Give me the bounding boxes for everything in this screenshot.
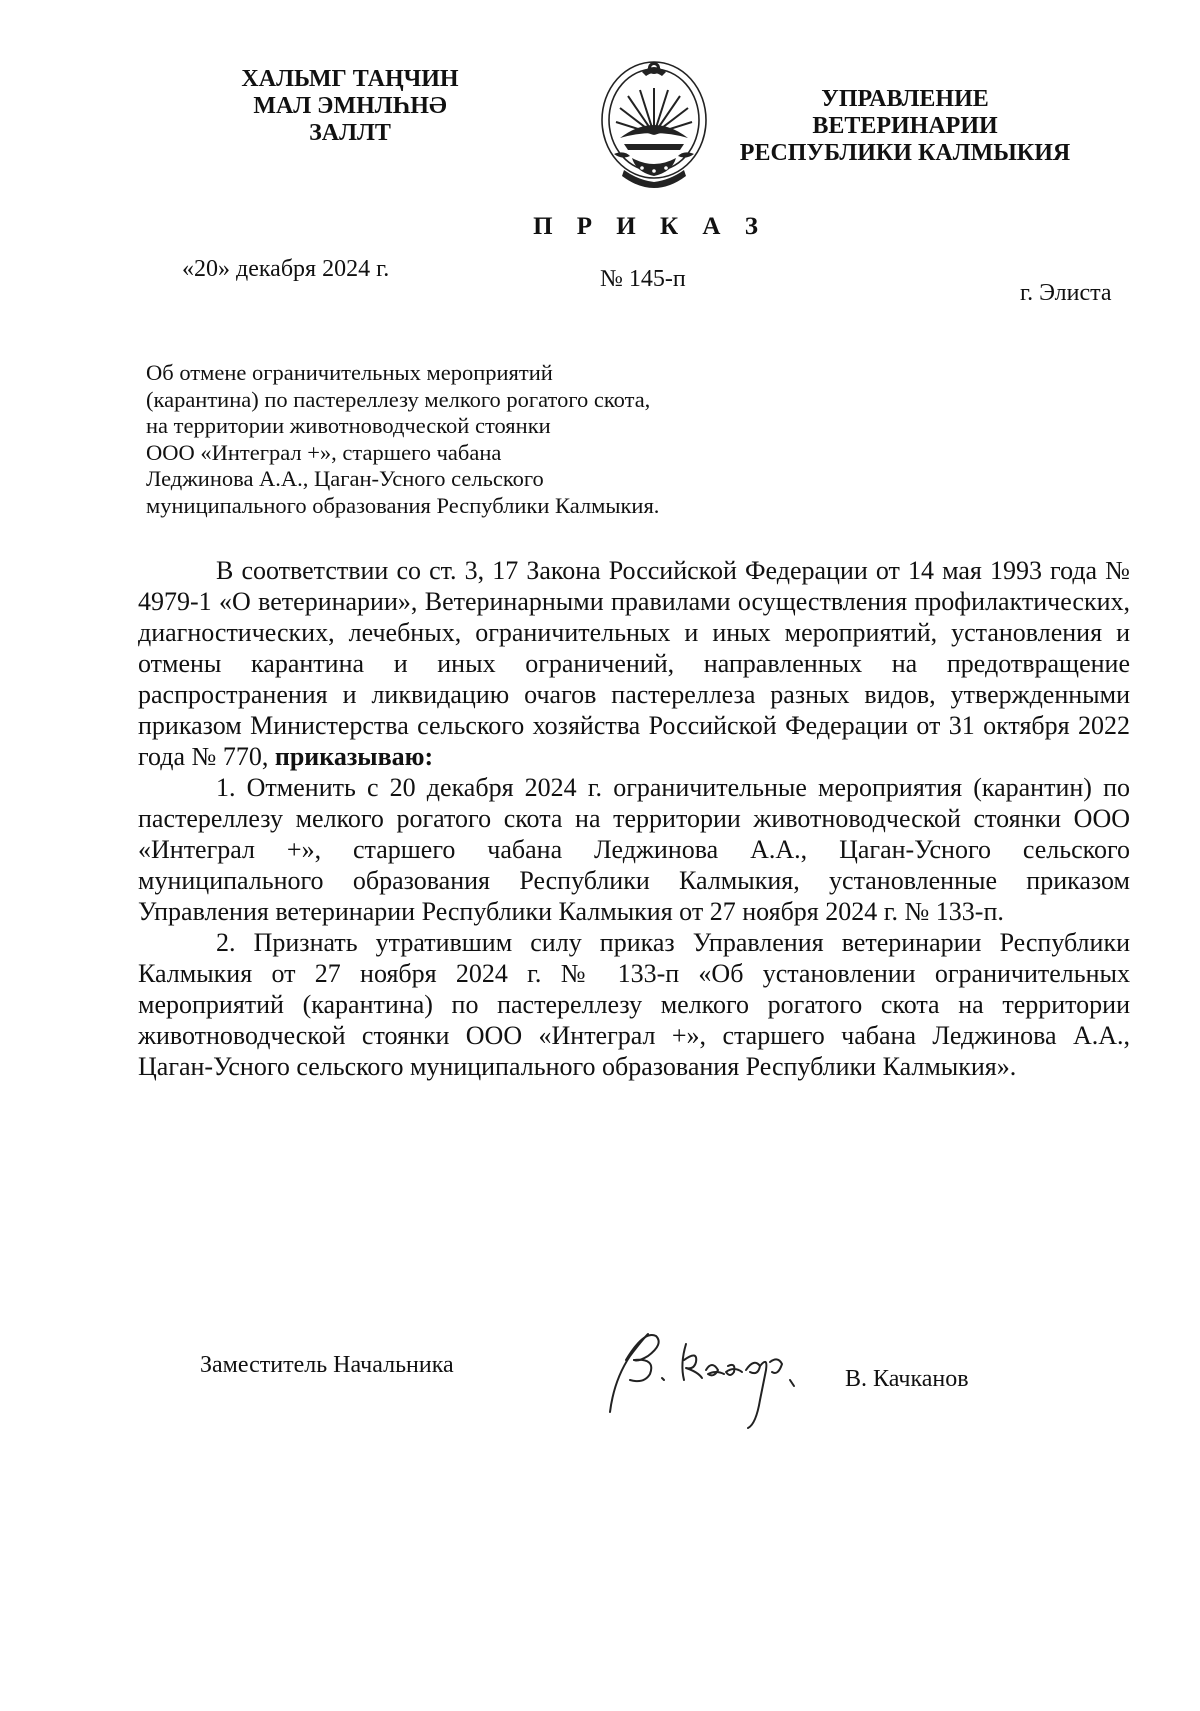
body-item-2: 2. Признать утратившим силу приказ Управления ветеринарии Республики Калмыкия от 27 ноября 2024 г. № 133-п «Об установлении ограничительных мероприятий (карантина) по пастереллезу мелкого рогатого скота на территории животноводческой стоянки ООО «Интеграл +», старшего чабана Леджинова А.А., Цаган-Усного сельского муниципального образования Республики Калмыкия». [138, 928, 1130, 1081]
document-body [138, 555, 1130, 1082]
header-right-russian [730, 86, 1080, 167]
subject-line: Об отмене ограничительных мероприятий [146, 360, 553, 385]
header-left-line: ХАЛЬМГ ТАҢЧИН [241, 66, 459, 92]
header-left-kalmyk [200, 66, 500, 147]
body-item-1: 1. Отменить с 20 декабря 2024 г. ограничительные мероприятия (карантин) по пастереллезу мелкого рогатого скота на территории животноводческой стоянки ООО «Интеграл +», старшего чабана Леджинова А.А., Цаган-Усного сельского муниципального образования Республики Калмыкия, установленные приказом Управления ветеринарии Республики Калмыкия от 27 ноября 2024 г. № 133-п. [138, 773, 1130, 926]
document-number: № 145-п [600, 266, 686, 292]
document-city: г. Элиста [1020, 280, 1112, 306]
handwritten-signature-icon [590, 1300, 820, 1430]
subject-line: Леджинова А.А., Цаган-Усного сельского [146, 466, 544, 491]
document-title: П Р И К А З [533, 213, 767, 240]
body-preamble [138, 555, 1130, 772]
subject-line: муниципального образования Республики Калмыкия. [146, 492, 660, 518]
header-left-line: ЗАЛЛТ [309, 120, 391, 146]
document-subject [146, 360, 766, 519]
subject-line: (карантина) по пастереллезу мелкого рогатого скота, [146, 386, 651, 412]
emblem-of-kalmykia-icon [594, 54, 714, 190]
document-date: «20» декабря 2024 г. [182, 256, 390, 282]
header-right-line: УПРАВЛЕНИЕ [821, 86, 989, 112]
header-right-line: ВЕТЕРИНАРИИ [812, 113, 998, 139]
subject-line: ООО «Интеграл +», старшего чабана [146, 439, 502, 465]
order-word: приказываю: [274, 742, 434, 771]
header-right-line: РЕСПУБЛИКИ КАЛМЫКИЯ [739, 140, 1071, 166]
preamble-text: В соответствии со ст. 3, 17 Закона Российской Федерации от 14 мая 1993 года № 4979-1 «О ветеринарии», Ветеринарными правилами осуществления профилактических, диагностических, лечебных, ограничительных и иных мероприятий, установления и отмены карантина и иных ограничений, направленных на предотвращение распространения и ликвидацию очагов пастереллеза разных видов, утвержденными приказом Министерства сельского хозяйства Российской Федерации от 31 октября 2022 года № 770, [138, 556, 1130, 771]
signatory-position: Заместитель Начальника [200, 1352, 454, 1378]
signatory-name: В. Качканов [845, 1366, 969, 1392]
header-left-line: МАЛ ЭМНЛҺНӘ [253, 93, 447, 119]
subject-line: на территории животноводческой стоянки [146, 413, 551, 438]
